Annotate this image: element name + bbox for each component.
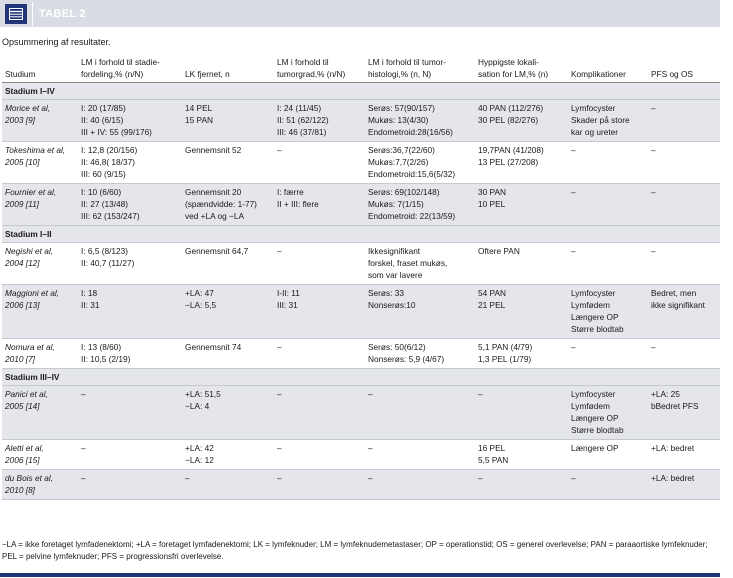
- study-cell: [2, 243, 78, 285]
- table-row: [2, 100, 720, 142]
- cell-line: Længere OP: [571, 413, 619, 423]
- cell-line: Gennemsnit 64,7: [185, 246, 249, 256]
- cell-line: Større blodtab: [571, 425, 624, 435]
- table-footnote: −LA = ikke foretaget lymfadenektomi; +LA = foretaget lymfadenektomi; LK = lymfeknuder; LM = lymfeknudemetastaser; OP = operationstid; OS = generel overlevelse; PAN = paraaortiske lymfeknuder; PEL = pelvine lymfeknuder; PFS = progressionsfri overlevelse.: [2, 540, 708, 561]
- table-row: [2, 243, 720, 285]
- table-cell: [182, 285, 274, 339]
- table-cell: [365, 142, 475, 184]
- table-cell: [365, 243, 475, 285]
- cell-line: –: [571, 145, 576, 155]
- table-cell: [648, 100, 720, 142]
- table-cell: [568, 285, 648, 339]
- cell-line: 40 PAN (112/276): [478, 103, 544, 113]
- cell-line: –: [651, 145, 656, 155]
- table-cell: [274, 184, 365, 226]
- table-cell: [475, 285, 568, 339]
- cell-line: +LA: 25: [651, 389, 680, 399]
- study-cell: [2, 100, 78, 142]
- cell-line: II: 51 (62/122): [277, 115, 329, 125]
- cell-line: III + IV: 55 (99/176): [81, 127, 152, 137]
- cell-line: II: 46,8( 18/37): [81, 157, 135, 167]
- table-cell: [475, 339, 568, 369]
- table-cell: [568, 470, 648, 500]
- cell-line: –: [651, 246, 656, 256]
- table-cell: [648, 470, 720, 500]
- cell-line: –: [277, 389, 282, 399]
- cell-line: 21 PEL: [478, 300, 506, 310]
- cell-line: Gennemsnit 52: [185, 145, 242, 155]
- cell-line: III: 31: [277, 300, 298, 310]
- cell-line: –: [478, 389, 483, 399]
- cell-line: 5,1 PAN (4/79): [478, 342, 533, 352]
- cell-line: 1,3 PEL (1/79): [478, 354, 532, 364]
- cell-line: Serøs: 33: [368, 288, 404, 298]
- table-cell: [78, 142, 182, 184]
- column-header: [78, 53, 182, 83]
- study-cell: [2, 386, 78, 440]
- table-cell: [78, 100, 182, 142]
- cell-line: Endometroid:15,6(5/32): [368, 169, 456, 179]
- cell-line: Længere OP: [571, 312, 619, 322]
- table-header-bar: [0, 0, 720, 27]
- cell-line: Mukøs: 13(4/30): [368, 115, 429, 125]
- cell-line: Serøs: 69(102/148): [368, 187, 440, 197]
- cell-line: Lymfødem: [571, 401, 610, 411]
- section-label: Stadium III–IV: [2, 369, 720, 386]
- cell-line: –: [571, 187, 576, 197]
- table-row: [2, 470, 720, 500]
- table-cell: [648, 142, 720, 184]
- table-cell: [475, 470, 568, 500]
- table-cell: [78, 285, 182, 339]
- cell-line: Serøs: 50(6/12): [368, 342, 426, 352]
- cell-line: Serøs:36,7(22/60): [368, 145, 435, 155]
- cell-line: tumorgrad,% (n/N): [277, 69, 346, 79]
- cell-line: Negishi et al,: [5, 246, 53, 256]
- cell-line: Mukøs:7,7(2/26): [368, 157, 429, 167]
- table-cell: [568, 243, 648, 285]
- study-cell: [2, 470, 78, 500]
- cell-line: Længere OP: [571, 443, 619, 453]
- cell-line: Moriсe et al,: [5, 103, 51, 113]
- column-header: [568, 53, 648, 83]
- cell-line: ikke signifikant: [651, 300, 705, 310]
- cell-line: LM i forhold til: [277, 57, 329, 67]
- section-row: [2, 83, 720, 100]
- table-cell: [182, 184, 274, 226]
- cell-line: +LA: bedret: [651, 473, 695, 483]
- column-header: [182, 53, 274, 83]
- study-cell: [2, 339, 78, 369]
- cell-line: 19,7PAN (41/208): [478, 145, 544, 155]
- header-divider: [32, 2, 33, 26]
- cell-line: Oftere PAN: [478, 246, 520, 256]
- cell-line: 2003 [9]: [5, 115, 35, 125]
- cell-line: Mukøs: 7(1/15): [368, 199, 424, 209]
- cell-line: II + III: flere: [277, 199, 319, 209]
- table-cell: [365, 470, 475, 500]
- cell-line: I: 10 (6/60): [81, 187, 122, 197]
- table-cell: [475, 100, 568, 142]
- cell-line: 15 PAN: [185, 115, 213, 125]
- table-title: TABEL 2: [39, 7, 86, 20]
- table-cell: [274, 339, 365, 369]
- section-row: [2, 369, 720, 386]
- cell-line: −LA: 4: [185, 401, 210, 411]
- table-cell: [78, 243, 182, 285]
- table-cell: [648, 440, 720, 470]
- table-cell: [274, 243, 365, 285]
- column-header: [475, 53, 568, 83]
- cell-line: Serøs: 57(90/157): [368, 103, 435, 113]
- cell-line: Komplikationer: [571, 69, 626, 79]
- table-row: [2, 440, 720, 470]
- study-cell: [2, 184, 78, 226]
- cell-line: II: 40,7 (11/27): [81, 258, 135, 268]
- cell-line: I: 6,5 (8/123): [81, 246, 129, 256]
- table-cell: [475, 243, 568, 285]
- table-cell: [182, 440, 274, 470]
- column-header: [274, 53, 365, 83]
- cell-line: II: 31: [81, 300, 100, 310]
- cell-line: du Bois et al,: [5, 473, 53, 483]
- cell-line: LM i forhold til stadie-: [81, 57, 160, 67]
- cell-line: 30 PAN: [478, 187, 506, 197]
- cell-line: +LA: 42: [185, 443, 214, 453]
- cell-line: fordeling,% (n/N): [81, 69, 144, 79]
- cell-line: 2006 [15]: [5, 455, 40, 465]
- cell-line: Hyppigste lokali-: [478, 57, 539, 67]
- section-label: Stadium I–II: [2, 226, 720, 243]
- cell-line: Større blodtab: [571, 324, 624, 334]
- cell-line: LK fjernet, n: [185, 69, 230, 79]
- table-subtitle: Opsummering af resultater.: [2, 37, 111, 47]
- cell-line: II: 40 (6/15): [81, 115, 124, 125]
- cell-line: som var lavere: [368, 270, 423, 280]
- cell-line: 2010 [7]: [5, 354, 35, 364]
- cell-line: II: 10,5 (2/19): [81, 354, 131, 364]
- cell-line: I: 24 (11/45): [277, 103, 322, 113]
- table-cell: [78, 470, 182, 500]
- study-cell: [2, 440, 78, 470]
- cell-line: Endometroid: 22(13/59): [368, 211, 456, 221]
- cell-line: Gennemsnit 74: [185, 342, 242, 352]
- table-cell: [274, 100, 365, 142]
- study-cell: [2, 285, 78, 339]
- cell-line: –: [185, 473, 190, 483]
- cell-line: Nomura et al,: [5, 342, 55, 352]
- table-cell: [365, 184, 475, 226]
- table-cell: [568, 142, 648, 184]
- table-row: [2, 184, 720, 226]
- cell-line: (spændvidde: 1-77): [185, 199, 257, 209]
- table-cell: [475, 142, 568, 184]
- table-body: [2, 83, 720, 500]
- cell-line: Fournier et al,: [5, 187, 57, 197]
- cell-line: III: 46 (37/81): [277, 127, 327, 137]
- cell-line: Bedret, men: [651, 288, 697, 298]
- cell-line: –: [81, 389, 86, 399]
- cell-line: −LA: 5,5: [185, 300, 217, 310]
- table-row: [2, 386, 720, 440]
- cell-line: kar og ureter: [571, 127, 619, 137]
- table-cell: [568, 339, 648, 369]
- table-cell: [475, 184, 568, 226]
- cell-line: –: [277, 443, 282, 453]
- cell-line: 2006 [13]: [5, 300, 40, 310]
- cell-line: +LA: 51,5: [185, 389, 221, 399]
- table-cell: [648, 184, 720, 226]
- cell-line: –: [277, 473, 282, 483]
- cell-line: –: [81, 473, 86, 483]
- table-cell: [78, 386, 182, 440]
- table-cell: [475, 440, 568, 470]
- table-cell: [365, 339, 475, 369]
- cell-line: –: [368, 443, 373, 453]
- cell-line: Tokeshima et al,: [5, 145, 66, 155]
- table-cell: [475, 386, 568, 440]
- cell-line: sation for LM,% (n): [478, 69, 549, 79]
- cell-line: Ikkesignifikant: [368, 246, 421, 256]
- cell-line: 2005 [14]: [5, 401, 40, 411]
- cell-line: –: [571, 342, 576, 352]
- cell-line: Panici et al,: [5, 389, 48, 399]
- cell-line: 2004 [12]: [5, 258, 40, 268]
- table-cell: [648, 243, 720, 285]
- cell-line: III: 62 (153/247): [81, 211, 140, 221]
- cell-line: –: [478, 473, 483, 483]
- cell-line: bBedret PFS: [651, 401, 699, 411]
- cell-line: PFS og OS: [651, 69, 693, 79]
- cell-line: LM i forhold til tumor-: [368, 57, 446, 67]
- study-cell: [2, 142, 78, 184]
- cell-line: –: [651, 187, 656, 197]
- cell-line: Endometroid:28(16/56): [368, 127, 453, 137]
- cell-line: III: 60 (9/15): [81, 169, 126, 179]
- table-cell: [182, 243, 274, 285]
- results-table: [2, 53, 720, 500]
- cell-line: I: 13 (8/60): [81, 342, 122, 352]
- cell-line: I: 18: [81, 288, 98, 298]
- table-cell: [648, 339, 720, 369]
- table-cell: [365, 285, 475, 339]
- table-cell: [182, 142, 274, 184]
- cell-line: –: [651, 103, 656, 113]
- table-cell: [568, 184, 648, 226]
- cell-line: Lymfødem: [571, 300, 610, 310]
- cell-line: 14 PEL: [185, 103, 213, 113]
- cell-line: 2010 [8]: [5, 485, 35, 495]
- cell-line: +LA: 47: [185, 288, 214, 298]
- cell-line: –: [571, 473, 576, 483]
- table-cell: [274, 470, 365, 500]
- cell-line: 30 PEL (82/276): [478, 115, 539, 125]
- cell-line: –: [571, 246, 576, 256]
- table-cell: [365, 100, 475, 142]
- table-row: [2, 339, 720, 369]
- table-header-row: [2, 53, 720, 83]
- cell-line: 10 PEL: [478, 199, 506, 209]
- table-cell: [365, 440, 475, 470]
- table-cell: [78, 184, 182, 226]
- table-cell: [274, 440, 365, 470]
- cell-line: forskel, fraset mukøs,: [368, 258, 448, 268]
- table-row: [2, 142, 720, 184]
- cell-line: –: [368, 473, 373, 483]
- table-cell: [182, 339, 274, 369]
- table-cell: [568, 100, 648, 142]
- table-cell: [274, 386, 365, 440]
- cell-line: Lymfocyster: [571, 389, 616, 399]
- cell-line: –: [277, 246, 282, 256]
- table-icon: [5, 4, 27, 24]
- cell-line: 5,5 PAN: [478, 455, 509, 465]
- cell-line: Skader på store: [571, 115, 630, 125]
- cell-line: –: [277, 342, 282, 352]
- cell-line: Lymfocyster: [571, 288, 616, 298]
- cell-line: Gennemsnit 20: [185, 187, 242, 197]
- cell-line: histologi,% (n, N): [368, 69, 432, 79]
- cell-line: I: 12,8 (20/156): [81, 145, 138, 155]
- cell-line: Lymfocyster: [571, 103, 616, 113]
- column-header: [2, 53, 78, 83]
- table-row: [2, 285, 720, 339]
- cell-line: –: [651, 342, 656, 352]
- cell-line: 54 PAN: [478, 288, 506, 298]
- cell-line: +LA: bedret: [651, 443, 695, 453]
- table-cell: [568, 440, 648, 470]
- table-cell: [274, 285, 365, 339]
- cell-line: Aletti et al,: [5, 443, 44, 453]
- cell-line: –: [81, 443, 86, 453]
- cell-line: 2009 [11]: [5, 199, 39, 209]
- cell-line: 16 PEL: [478, 443, 506, 453]
- cell-line: –: [277, 145, 282, 155]
- table-cell: [78, 440, 182, 470]
- cell-line: I: 20 (17/85): [81, 103, 126, 113]
- table-cell: [78, 339, 182, 369]
- cell-line: Nonserøs:10: [368, 300, 416, 310]
- table-cell: [182, 386, 274, 440]
- cell-line: Studium: [5, 69, 36, 79]
- cell-line: ved +LA og −LA: [185, 211, 245, 221]
- table-cell: [182, 470, 274, 500]
- cell-line: II: 27 (13/48): [81, 199, 129, 209]
- table-cell: [182, 100, 274, 142]
- cell-line: I: færre: [277, 187, 304, 197]
- table-cell: [365, 386, 475, 440]
- cell-line: 2005 [10]: [5, 157, 40, 167]
- table-cell: [648, 386, 720, 440]
- section-row: [2, 226, 720, 243]
- cell-line: I-II: 11: [277, 288, 300, 298]
- table-cell: [568, 386, 648, 440]
- cell-line: Nonserøs: 5,9 (4/67): [368, 354, 445, 364]
- column-header: [648, 53, 720, 83]
- bottom-rule: [0, 573, 720, 577]
- table-cell: [648, 285, 720, 339]
- table-cell: [274, 142, 365, 184]
- column-header: [365, 53, 475, 83]
- section-label: Stadium I–IV: [2, 83, 720, 100]
- cell-line: −LA: 12: [185, 455, 214, 465]
- cell-line: 13 PEL (27/208): [478, 157, 539, 167]
- cell-line: –: [368, 389, 373, 399]
- cell-line: Maggioni et al,: [5, 288, 59, 298]
